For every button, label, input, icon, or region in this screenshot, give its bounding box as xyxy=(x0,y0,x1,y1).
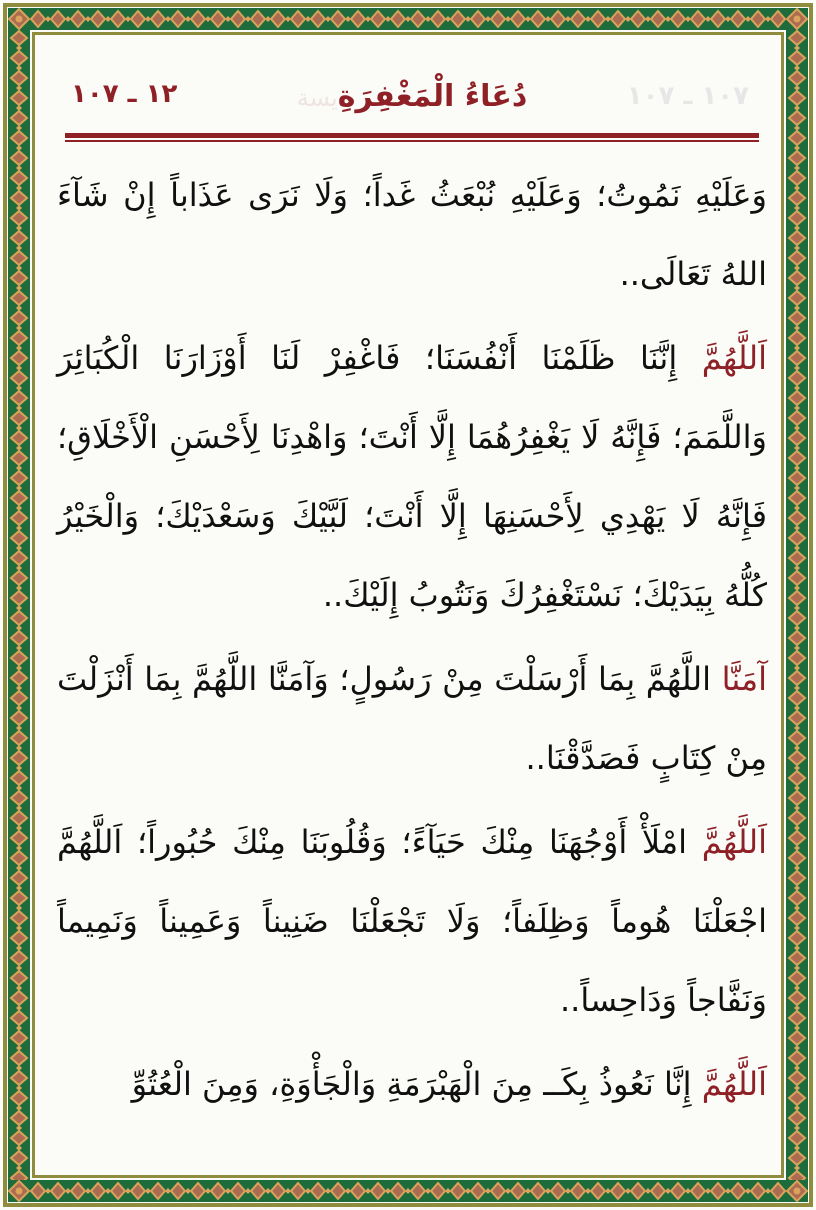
border-band-right xyxy=(786,8,808,1202)
page-number: ١٢ ـ ١٠٧ xyxy=(71,79,178,109)
invocation-lead: اَللَّهُمَّ xyxy=(691,1065,767,1103)
paragraph xyxy=(57,1045,767,1124)
invocation-lead: آمَنَّا xyxy=(710,660,768,698)
invocation-lead: اَللَّهُمَّ xyxy=(677,339,768,377)
border-corner-diamond-icon xyxy=(8,1180,30,1202)
paragraph xyxy=(57,640,767,798)
paragraph xyxy=(57,156,767,314)
ghost-text: يسة xyxy=(296,84,338,112)
ghost-page-number: ١٠٧ ـ ١٠٧ xyxy=(626,81,749,111)
border-corner-diamond-icon xyxy=(786,1180,808,1202)
paragraph xyxy=(57,803,767,1040)
border-band-bottom xyxy=(8,1180,808,1202)
paragraph-text: امْلَأْ أَوْجُهَنَا مِنْكَ حَيَآءً؛ وَقُلُوبَنَا مِنْكَ حُبُوراً؛ اَللَّهُمَّ اجْعَلْنَا هُوماً وَظِلَفاً؛ وَلَا تَجْعَلْنَا ضَنِيناً وَعَمِيناً وَنَمِيماً وَنَفَّاجاً وَدَاحِساً.. xyxy=(57,823,767,1019)
border-corner-diamond-icon xyxy=(786,8,808,30)
invocation-lead: اَللَّهُمَّ xyxy=(687,823,768,861)
page-title: دُعَاءُ الْمَغْفِرَةِ xyxy=(337,79,528,114)
prayer-text xyxy=(57,156,767,1124)
header-divider xyxy=(65,133,759,142)
border-band-left xyxy=(8,8,30,1202)
border-band-top xyxy=(8,8,808,30)
paragraph-text: إِنَّنَا ظَلَمْنَا أَنْفُسَنَا؛ فَاغْفِرْ لَنَا أَوْزَارَنَا الْكُبَائِرَ وَاللَّمَمَ؛ فَإِنَّهُ لَا يَغْفِرُهُمَا إِلَّا أَنْتَ؛ وَاهْدِنَا لِأَحْسَنِ الْأَخْلَاقِ؛ فَإِنَّهُ لَا يَهْدِي لِأَحْسَنِهَا إِلَّا أَنْتَ؛ لَبَّيْكَ وَسَعْدَيْكَ؛ وَالْخَيْرُ كُلُّهُ بِيَدَيْكَ؛ نَسْتَغْفِرُكَ وَنَتُوبُ إِلَيْكَ.. xyxy=(57,339,767,614)
paragraph-text: اللَّهُمَّ بِمَا أَرْسَلْتَ مِنْ رَسُولٍ؛ وَآمَنَّا اللَّهُمَّ بِمَا أَنْزَلْتَ مِنْ كِتَابٍ فَصَدَّقْنَا.. xyxy=(57,660,767,777)
page-content xyxy=(35,35,781,1175)
paragraph xyxy=(57,319,767,635)
border-corner-diamond-icon xyxy=(8,8,30,30)
page-header xyxy=(57,69,767,125)
paragraph-text: إِنَّا نَعُوذُ بِكَــ مِنَ الْهَبْرَمَةِ وَالْجَأْوَةِ، وَمِنَ الْعُتُوِّ xyxy=(131,1065,692,1103)
paragraph-text: وَعَلَيْهِ نَمُوتُ؛ وَعَلَيْهِ نُبْعَثُ غَداً؛ وَلَا نَرَى عَذَاباً إِنْ شَآءَ اللهُ تَعَالَى.. xyxy=(57,176,767,293)
